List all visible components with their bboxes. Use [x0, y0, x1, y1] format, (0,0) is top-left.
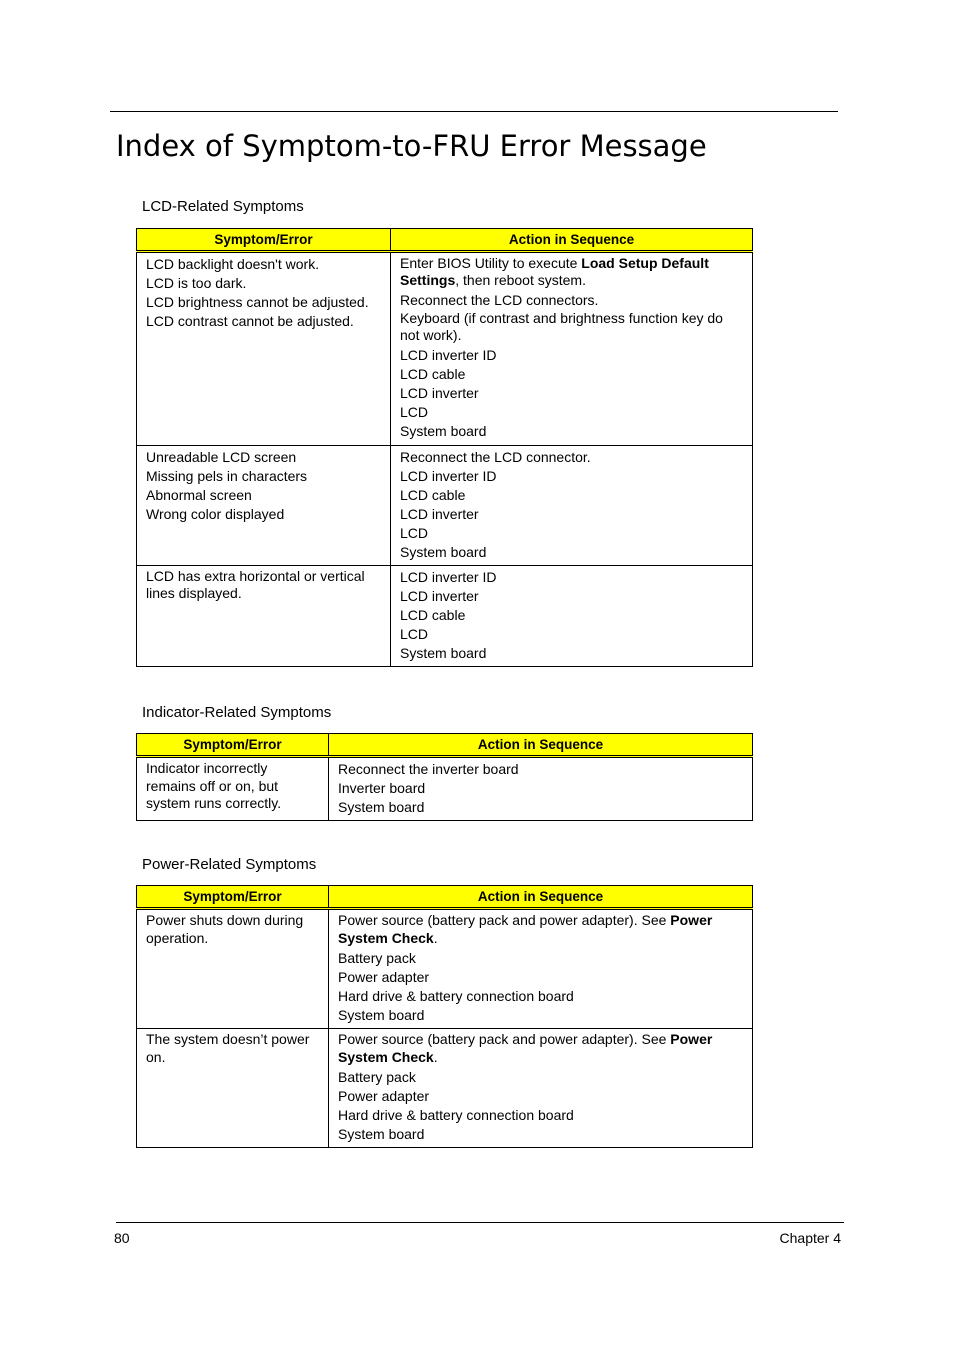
section-heading-lcd: LCD-Related Symptoms [142, 198, 304, 215]
indicator-symptoms-table [136, 733, 753, 821]
symptom-cell [137, 252, 391, 446]
chapter-label: Chapter 4 [779, 1230, 841, 1246]
action-line: LCD inverter ID [400, 468, 497, 484]
symptom-line: Unreadable LCD screen [146, 449, 297, 465]
column-header-symptom: Symptom/Error [137, 229, 391, 252]
symptom-cell [137, 757, 329, 821]
column-header-action: Action in Sequence [329, 734, 753, 757]
table-row [137, 909, 753, 1029]
symptom-line: Power shuts down during operation. [146, 912, 304, 946]
action-line: System board [400, 423, 487, 439]
action-line: LCD inverter [400, 385, 479, 401]
symptom-line: LCD is too dark. [146, 275, 247, 291]
action-line: LCD inverter [400, 588, 479, 604]
header-rule [110, 111, 838, 112]
action-line: System board [338, 1126, 425, 1142]
action-line: Inverter board [338, 780, 426, 796]
action-cell [391, 252, 753, 446]
table-header-row [137, 886, 753, 909]
symptom-line: Abnormal screen [146, 487, 252, 503]
column-header-symptom: Symptom/Error [137, 734, 329, 757]
action-line: LCD [400, 404, 429, 420]
action-line: LCD cable [400, 366, 466, 382]
action-line: LCD inverter [400, 506, 479, 522]
footer-rule [116, 1222, 844, 1223]
symptom-line: LCD brightness cannot be adjusted. [146, 294, 369, 310]
action-line: LCD [400, 525, 429, 541]
action-line: Power source (battery pack and power adapter). See Power System Check. [338, 912, 713, 946]
action-cell [329, 1029, 753, 1148]
action-cell [329, 909, 753, 1029]
symptom-cell [137, 1029, 329, 1148]
action-line: Reconnect the inverter board [338, 761, 519, 777]
action-line: Power source (battery pack and power adapter). See Power System Check. [338, 1031, 713, 1065]
action-line: LCD [400, 626, 429, 642]
table-row [137, 1029, 753, 1148]
power-symptoms-table [136, 885, 753, 1148]
action-cell [391, 566, 753, 667]
symptom-line: Missing pels in characters [146, 468, 308, 484]
symptom-line: LCD contrast cannot be adjusted. [146, 313, 354, 329]
column-header-symptom: Symptom/Error [137, 886, 329, 909]
action-line: Battery pack [338, 1069, 416, 1085]
page-number: 80 [114, 1230, 130, 1246]
table-row [137, 566, 753, 667]
action-cell [329, 757, 753, 821]
action-line: Hard drive & battery connection board [338, 1107, 574, 1123]
column-header-action: Action in Sequence [329, 886, 753, 909]
action-line: System board [400, 544, 487, 560]
page-title: Index of Symptom-to-FRU Error Message [116, 129, 707, 163]
action-line: System board [338, 1007, 425, 1023]
action-line: System board [338, 799, 425, 815]
table-row [137, 757, 753, 821]
action-line: Enter BIOS Utility to execute Load Setup Default Settings, then reboot system. [400, 255, 709, 288]
action-line: Reconnect the LCD connector. [400, 449, 591, 465]
action-line: Battery pack [338, 950, 416, 966]
action-line: LCD cable [400, 487, 466, 503]
symptom-cell [137, 566, 391, 667]
action-line: Keyboard (if contrast and brightness function key do not work). [400, 310, 723, 343]
action-line: System board [400, 645, 487, 661]
symptom-line: LCD backlight doesn't work. [146, 256, 320, 272]
table-row [137, 446, 753, 566]
action-line: LCD inverter ID [400, 347, 497, 363]
action-line: Reconnect the LCD connectors. [400, 292, 599, 308]
symptom-cell [137, 909, 329, 1029]
symptom-line: Indicator incorrectly remains off or on, but system runs correctly. [146, 760, 282, 811]
section-heading-power: Power-Related Symptoms [142, 856, 317, 873]
action-line: Power adapter [338, 1088, 430, 1104]
section-heading-indicator: Indicator-Related Symptoms [142, 704, 332, 721]
column-header-action: Action in Sequence [391, 229, 753, 252]
symptom-cell [137, 446, 391, 566]
table-header-row [137, 734, 753, 757]
action-line: Hard drive & battery connection board [338, 988, 574, 1004]
action-line: Power adapter [338, 969, 430, 985]
symptom-line: LCD has extra horizontal or vertical lines displayed. [146, 568, 365, 601]
symptom-line: The system doesn’t power on. [146, 1031, 310, 1065]
symptom-line: Wrong color displayed [146, 506, 285, 522]
action-line: LCD inverter ID [400, 569, 497, 585]
action-line: LCD cable [400, 607, 466, 623]
lcd-symptoms-table [136, 228, 753, 667]
table-header-row [137, 229, 753, 252]
table-row [137, 252, 753, 446]
action-cell [391, 446, 753, 566]
